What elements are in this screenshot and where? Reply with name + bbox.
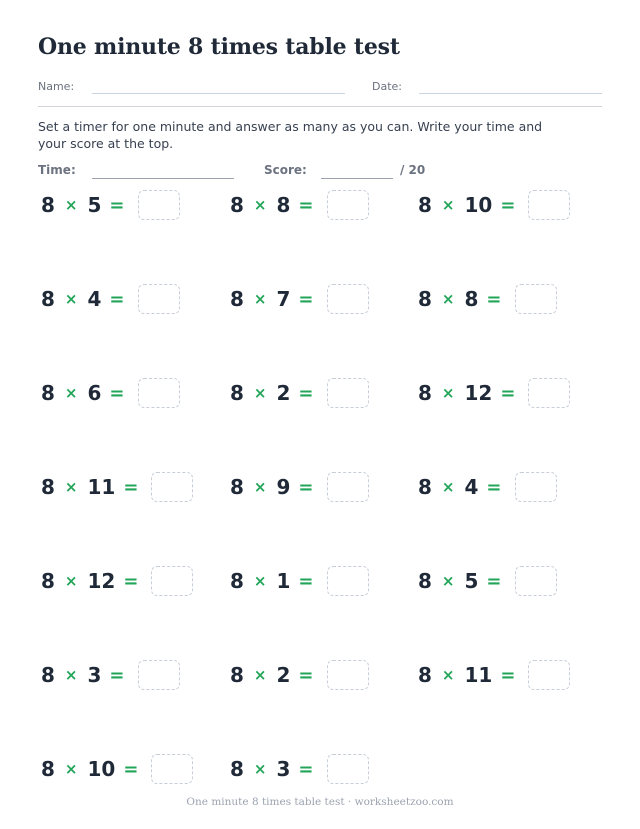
multiplicand: 8 — [230, 193, 244, 217]
problem-item — [41, 752, 193, 786]
multiplier: 9 — [276, 475, 291, 499]
header-divider — [38, 106, 602, 107]
multiplier: 10 — [87, 757, 116, 781]
multiplier: 10 — [464, 193, 493, 217]
problem-item — [41, 376, 180, 410]
multiplier: 2 — [276, 381, 291, 405]
times-sign: × — [441, 290, 455, 308]
answer-box[interactable] — [138, 284, 180, 314]
answer-box[interactable] — [151, 472, 193, 502]
answer-box[interactable] — [151, 566, 193, 596]
multiplicand: 8 — [41, 663, 55, 687]
times-sign: × — [441, 196, 455, 214]
answer-box[interactable] — [515, 284, 557, 314]
multiplicand: 8 — [41, 757, 55, 781]
equals-sign: = — [123, 758, 139, 780]
problem-item — [41, 188, 180, 222]
times-sign: × — [253, 196, 267, 214]
time-label: Time: — [38, 163, 76, 177]
name-field[interactable] — [92, 93, 345, 94]
page-title: One minute 8 times table test — [38, 34, 400, 60]
answer-box[interactable] — [528, 378, 570, 408]
multiplicand: 8 — [230, 475, 244, 499]
equals-sign: = — [109, 664, 125, 686]
answer-box[interactable] — [138, 660, 180, 690]
multiplicand: 8 — [418, 287, 432, 311]
equals-sign: = — [486, 570, 502, 592]
date-label: Date: — [372, 80, 402, 93]
multiplicand: 8 — [41, 475, 55, 499]
times-sign: × — [64, 384, 78, 402]
problem-item — [230, 470, 369, 504]
multiplicand: 8 — [418, 475, 432, 499]
equals-sign: = — [298, 194, 314, 216]
equals-sign: = — [298, 382, 314, 404]
times-sign: × — [253, 666, 267, 684]
answer-box[interactable] — [138, 190, 180, 220]
multiplicand: 8 — [230, 663, 244, 687]
multiplier: 12 — [464, 381, 493, 405]
equals-sign: = — [298, 476, 314, 498]
times-sign: × — [64, 478, 78, 496]
footer-text: One minute 8 times table test · worksheetzoo.com — [186, 796, 454, 808]
answer-box[interactable] — [327, 472, 369, 502]
problem-item — [418, 658, 570, 692]
equals-sign: = — [109, 382, 125, 404]
problem-item — [230, 282, 369, 316]
answer-box[interactable] — [528, 190, 570, 220]
equals-sign: = — [298, 570, 314, 592]
answer-box[interactable] — [327, 660, 369, 690]
problem-item — [418, 470, 557, 504]
answer-box[interactable] — [151, 754, 193, 784]
problem-item — [230, 752, 369, 786]
multiplier: 8 — [276, 193, 291, 217]
problem-item — [418, 564, 557, 598]
times-sign: × — [64, 572, 78, 590]
problem-item — [41, 658, 180, 692]
multiplier: 5 — [87, 193, 102, 217]
multiplier: 4 — [87, 287, 102, 311]
multiplicand: 8 — [230, 287, 244, 311]
equals-sign: = — [500, 664, 516, 686]
times-sign: × — [441, 666, 455, 684]
answer-box[interactable] — [327, 190, 369, 220]
equals-sign: = — [109, 288, 125, 310]
multiplier: 3 — [276, 757, 291, 781]
problem-item — [230, 376, 369, 410]
answer-box[interactable] — [515, 472, 557, 502]
times-sign: × — [64, 290, 78, 308]
equals-sign: = — [298, 288, 314, 310]
multiplicand: 8 — [230, 381, 244, 405]
answer-box[interactable] — [138, 378, 180, 408]
problem-item — [41, 470, 193, 504]
multiplicand: 8 — [230, 757, 244, 781]
times-sign: × — [441, 572, 455, 590]
multiplicand: 8 — [418, 381, 432, 405]
equals-sign: = — [123, 476, 139, 498]
score-total: / 20 — [400, 163, 426, 177]
multiplicand: 8 — [418, 569, 432, 593]
multiplicand: 8 — [230, 569, 244, 593]
answer-box[interactable] — [327, 754, 369, 784]
score-label: Score: — [264, 163, 307, 177]
times-sign: × — [441, 478, 455, 496]
multiplier: 3 — [87, 663, 102, 687]
equals-sign: = — [486, 476, 502, 498]
multiplicand: 8 — [41, 569, 55, 593]
times-sign: × — [253, 478, 267, 496]
multiplier: 7 — [276, 287, 291, 311]
equals-sign: = — [486, 288, 502, 310]
problem-item — [230, 564, 369, 598]
times-sign: × — [253, 384, 267, 402]
times-sign: × — [64, 196, 78, 214]
times-sign: × — [253, 290, 267, 308]
multiplier: 11 — [87, 475, 116, 499]
problem-item — [418, 188, 570, 222]
equals-sign: = — [298, 664, 314, 686]
problem-item — [418, 282, 557, 316]
multiplier: 4 — [464, 475, 479, 499]
equals-sign: = — [500, 382, 516, 404]
multiplier: 6 — [87, 381, 102, 405]
equals-sign: = — [500, 194, 516, 216]
answer-box[interactable] — [327, 378, 369, 408]
multiplicand: 8 — [41, 287, 55, 311]
multiplier: 12 — [87, 569, 116, 593]
problem-item — [418, 376, 570, 410]
answer-box[interactable] — [327, 284, 369, 314]
instructions-text: Set a timer for one minute and answer as many as you can. Write your time and your score at the top. — [38, 119, 543, 151]
multiplier: 1 — [276, 569, 291, 593]
times-sign: × — [441, 384, 455, 402]
equals-sign: = — [298, 758, 314, 780]
problem-item — [41, 282, 180, 316]
times-sign: × — [253, 760, 267, 778]
equals-sign: = — [109, 194, 125, 216]
times-sign: × — [64, 760, 78, 778]
equals-sign: = — [123, 570, 139, 592]
times-sign: × — [253, 572, 267, 590]
problem-item — [230, 658, 369, 692]
multiplicand: 8 — [418, 193, 432, 217]
date-field[interactable] — [419, 93, 602, 94]
answer-box[interactable] — [528, 660, 570, 690]
time-field[interactable] — [92, 178, 234, 179]
multiplicand: 8 — [41, 381, 55, 405]
multiplier: 5 — [464, 569, 479, 593]
times-sign: × — [64, 666, 78, 684]
multiplicand: 8 — [418, 663, 432, 687]
multiplicand: 8 — [41, 193, 55, 217]
name-label: Name: — [38, 80, 75, 93]
multiplier: 11 — [464, 663, 493, 687]
problem-item — [41, 564, 193, 598]
problem-item — [230, 188, 369, 222]
answer-box[interactable] — [327, 566, 369, 596]
multiplier: 2 — [276, 663, 291, 687]
score-field[interactable] — [321, 178, 393, 179]
multiplier: 8 — [464, 287, 479, 311]
answer-box[interactable] — [515, 566, 557, 596]
